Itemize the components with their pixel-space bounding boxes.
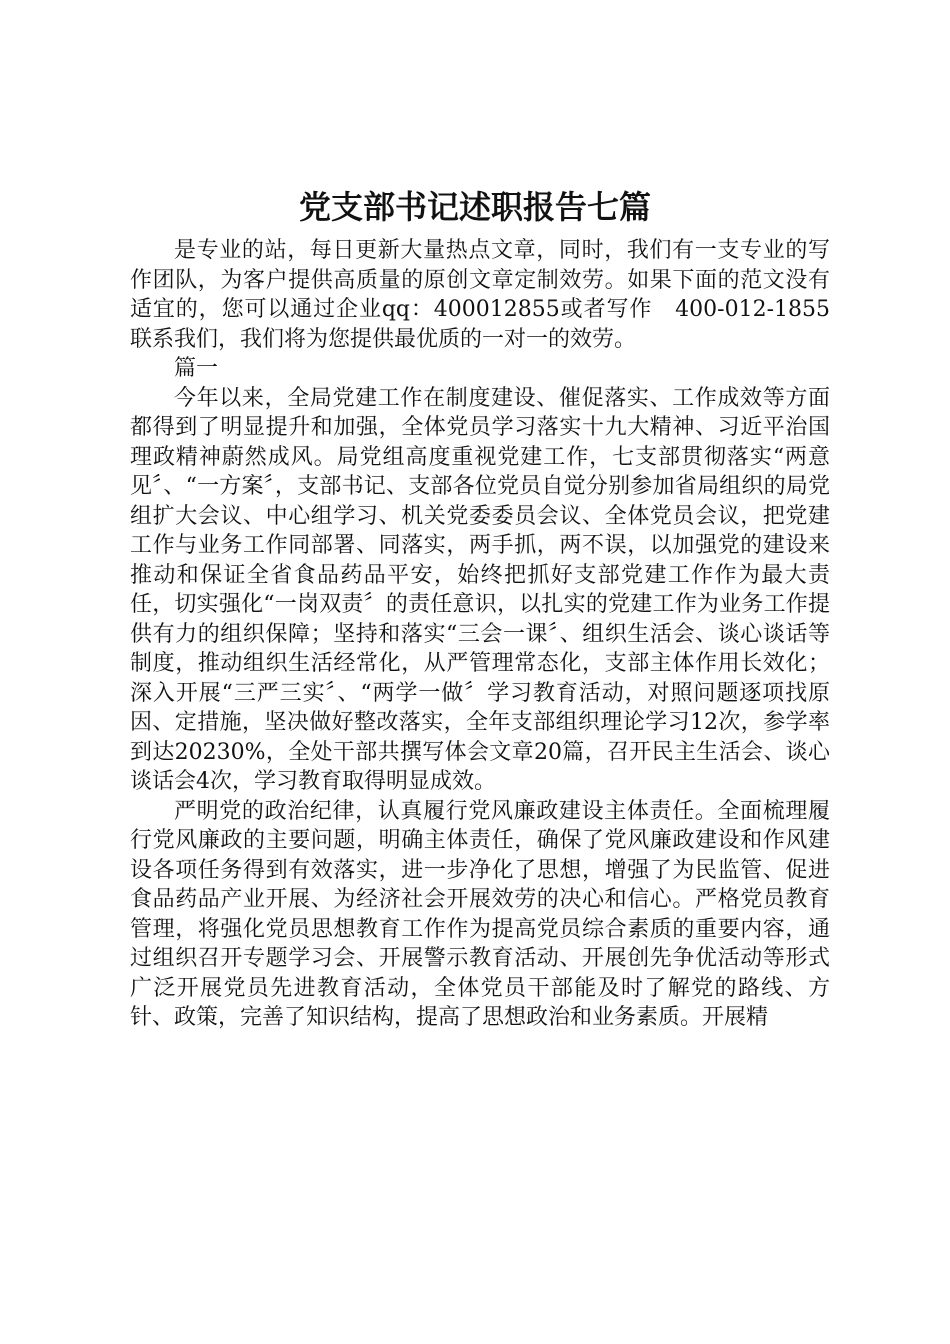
- body-paragraph: 今年以来，全局党建工作在制度建设、催促落实、工作成效等方面都得到了明显提升和加强，全体党员学习落实十九大精神、习近平治国理政精神蔚然成风。局党组高度重视党建工作，七支部贯彻落实“两意见〞、“一方案〞，支部书记、支部各位党员自觉分别参加省局组织的局党组扩大会议、中心组学习、机关党委委员会议、全体党员会议，把党建工作与业务工作同部署、同落实，两手抓，两不误，以加强党的建设来推动和保证全省食品药品平安，始终把抓好支部党建工作作为最大责任，切实强化“一岗双责〞的责任意识，以扎实的党建工作为业务工作提供有力的组织保障；坚持和落实“三会一课〞、组织生活会、谈心谈话等制度，推动组织生活经常化，从严管理常态化，支部主体作用长效化；深入开展“三严三实〞、“两学一做〞学习教育活动，对照问题逐项找原因、定措施，坚决做好整改落实，全年支部组织理论学习12次，参学率到达20230%，全处干部共撰写体会文章20篇，召开民主生活会、谈心谈话会4次，学习教育取得明显成效。: [130, 385, 830, 794]
- document-title: 党支部书记述职报告七篇: [298, 188, 651, 226]
- intro-paragraph: 是专业的站，每日更新大量热点文章，同时，我们有一支专业的写作团队，为客户提供高质量的原创文章定制效劳。如果下面的范文没有适宜的，您可以通过企业qq：400012855或者写作 400-012-1855联系我们，我们将为您提供最优质的一对一的效劳。: [130, 238, 830, 352]
- document-body: [130, 236, 830, 1033]
- body-paragraph: 严明党的政治纪律，认真履行党风廉政建设主体责任。全面梳理履行党风廉政的主要问题，明确主体责任，确保了党风廉政建设和作风建设各项任务得到有效落实，进一步净化了思想，增强了为民监管、促进食品药品产业开展、为经济社会开展效劳的决心和信心。严格党员教育管理，将强化党员思想教育工作作为提高党员综合素质的重要内容，通过组织召开专题学习会、开展警示教育活动、开展创先争优活动等形式广泛开展党员先进教育活动，全体党员干部能及时了解党的路线、方针、政策，完善了知识结构，提高了思想政治和业务素质。开展精: [130, 798, 830, 1030]
- section-heading: 篇一: [174, 356, 219, 381]
